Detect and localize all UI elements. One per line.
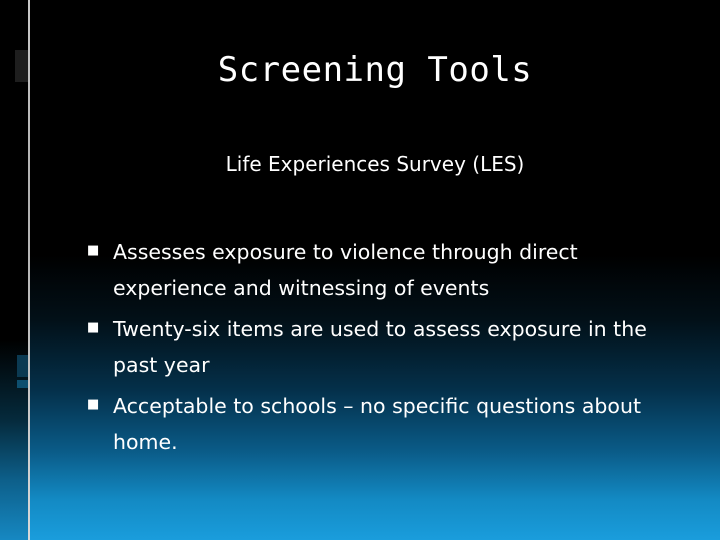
bullet-item: [87, 388, 687, 460]
bullet-text: Acceptable to schools – no specific questions about home.: [113, 394, 641, 454]
bullet-item: [87, 311, 687, 383]
square-bullet-icon: ■: [87, 243, 100, 258]
square-bullet-icon: ■: [87, 397, 100, 412]
bullet-text: Assesses exposure to violence through direct experience and witnessing of events: [113, 240, 578, 300]
bullet-item: [87, 234, 687, 306]
accent-block-lower: [17, 355, 28, 377]
bullet-list: [87, 234, 687, 465]
accent-block-lower-small: [17, 380, 28, 388]
accent-block: [15, 50, 28, 82]
slide-title: Screening Tools: [217, 50, 533, 90]
bullet-text: Twenty-six items are used to assess exposure in the past year: [113, 317, 647, 377]
slide-subtitle: Life Experiences Survey (LES): [225, 152, 525, 176]
square-bullet-icon: ■: [87, 320, 100, 335]
